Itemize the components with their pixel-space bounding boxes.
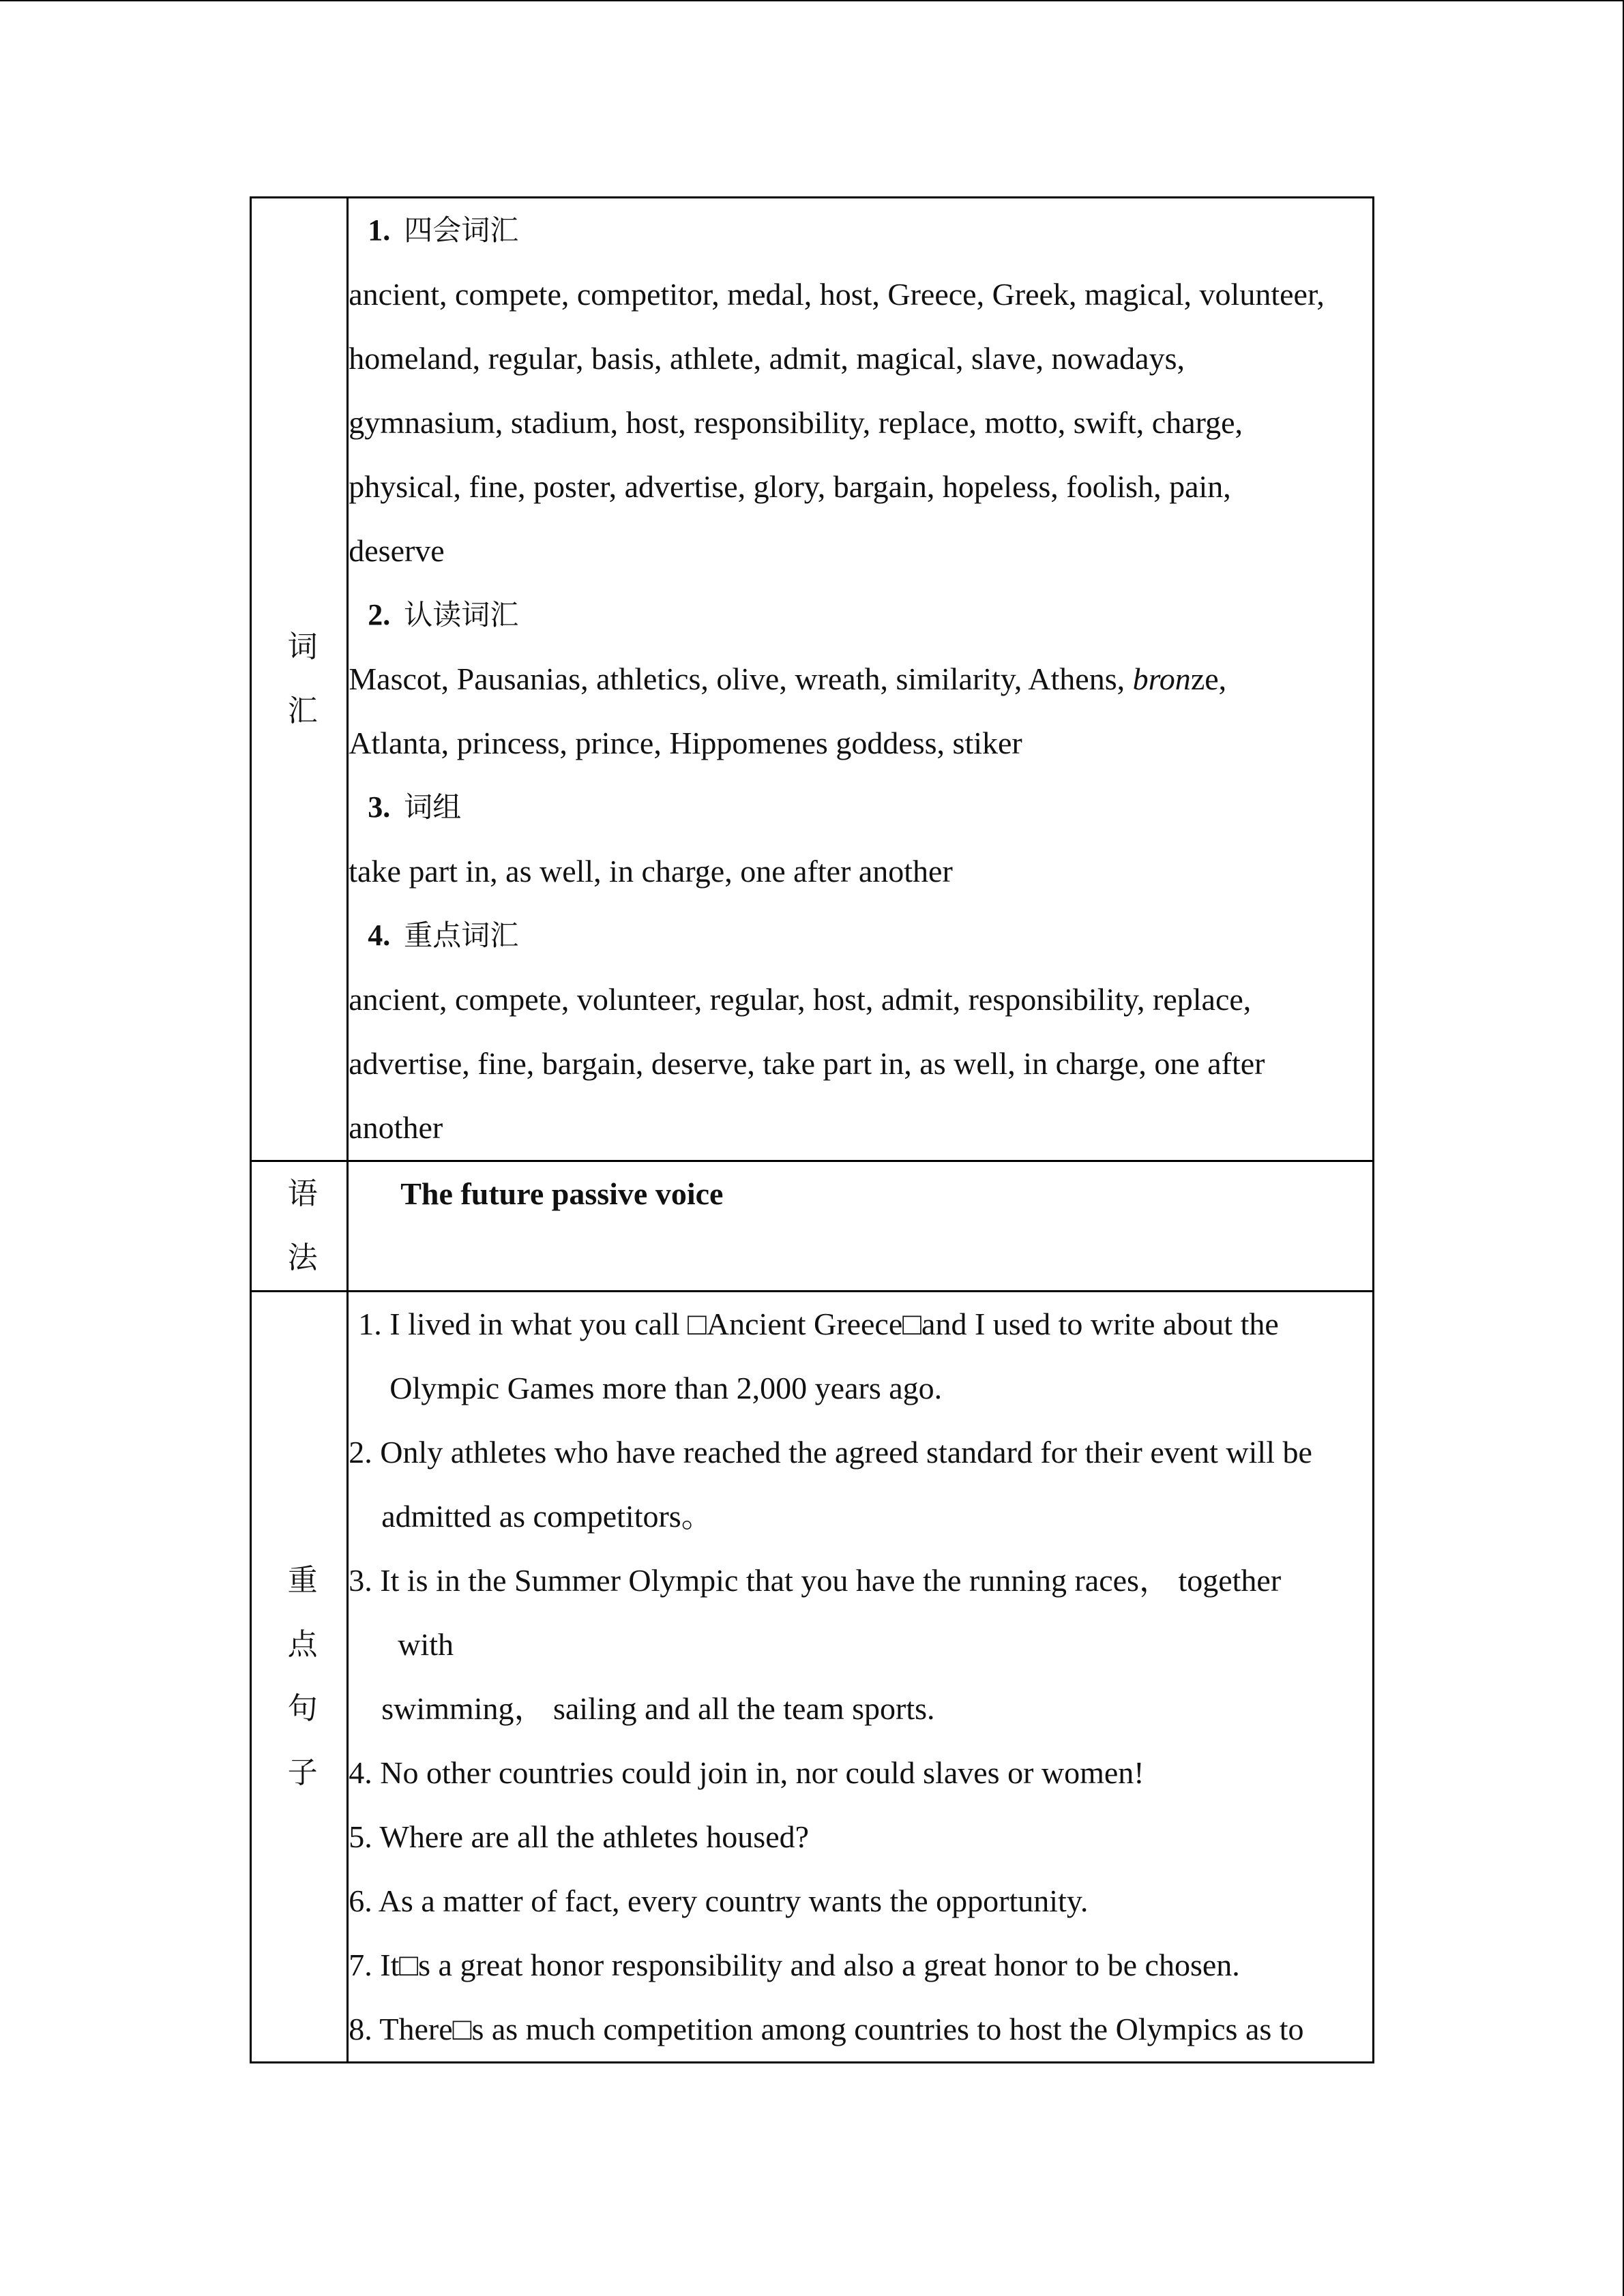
grammar-label-cell xyxy=(251,1161,348,1292)
label-char: 词 xyxy=(287,629,318,664)
section-number: 2. xyxy=(368,598,391,631)
sentence-line: 8. There□s as much competition among countries to host the Olympics as to xyxy=(349,2012,1304,2046)
text-segment: ze, xyxy=(1190,661,1227,696)
section-number: 1. xyxy=(368,213,391,247)
sentences-content-cell xyxy=(348,1292,1374,2063)
sentence-line: with xyxy=(398,1627,454,1662)
page-top-border xyxy=(0,0,1624,1)
sentence-line: Olympic Games more than 2,000 years ago. xyxy=(389,1371,943,1405)
text-line: Atlanta, princess, prince, Hippomenes goddess, stiker xyxy=(349,726,1022,760)
text-line: physical, fine, poster, advertise, glory, bargain, hopeless, foolish, pain, xyxy=(349,469,1231,504)
sentence-line: admitted as competitors。 xyxy=(381,1499,713,1534)
sentence-line: 1. I lived in what you call □Ancient Greece□and I used to write about the xyxy=(358,1307,1279,1341)
italic-segment: bron xyxy=(1132,661,1191,696)
sentence-line: 4. No other countries could join in, nor could slaves or women! xyxy=(349,1755,1145,1790)
text-line: ancient, compete, volunteer, regular, host, admit, responsibility, replace, xyxy=(349,982,1252,1017)
sentence-line: 2. Only athletes who have reached the agreed standard for their event will be xyxy=(349,1435,1312,1470)
section-heading xyxy=(349,583,1372,647)
grammar-row xyxy=(251,1161,1374,1292)
section-heading xyxy=(349,198,1372,263)
section-title: 重点词汇 xyxy=(404,919,519,952)
grammar-text: The future passive voice xyxy=(400,1176,724,1211)
text-line: another xyxy=(349,1110,443,1145)
vocabulary-content-cell xyxy=(348,198,1374,1161)
section-title: 词组 xyxy=(404,790,462,824)
sentence-line: 3. It is in the Summer Olympic that you have the running races， together xyxy=(349,1563,1282,1598)
sentence-line: 6. As a matter of fact, every country wants the opportunity. xyxy=(349,1883,1089,1918)
sentences-label-cell xyxy=(251,1292,348,2063)
sentences-row xyxy=(251,1292,1374,2063)
text-line: homeland, regular, basis, athlete, admit, magical, slave, nowadays, xyxy=(349,341,1185,376)
label-char: 子 xyxy=(287,1755,318,1790)
text-segment: Mascot, Pausanias, athletics, olive, wreath, similarity, Athens, xyxy=(349,661,1133,696)
text-line: advertise, fine, bargain, deserve, take part in, as well, in charge, one after xyxy=(349,1046,1265,1081)
label-char: 语 xyxy=(287,1176,318,1211)
sentences-label xyxy=(281,1549,318,1805)
text-line: ancient, compete, competitor, medal, host, Greece, Greek, magical, volunteer, xyxy=(349,277,1325,312)
label-char: 点 xyxy=(287,1627,318,1662)
vocabulary-label xyxy=(281,615,318,743)
grammar-content-cell xyxy=(348,1161,1374,1292)
label-char: 重 xyxy=(287,1563,318,1598)
text-line: take part in, as well, in charge, one after another xyxy=(349,854,953,889)
vocabulary-row xyxy=(251,198,1374,1161)
text-line: deserve xyxy=(349,533,445,568)
label-char: 法 xyxy=(287,1240,318,1275)
lesson-summary-table xyxy=(250,196,1374,2063)
sentence-line: swimming， sailing and all the team sports. xyxy=(381,1691,935,1726)
text-line: gymnasium, stadium, host, responsibility, replace, motto, swift, charge, xyxy=(349,405,1243,440)
label-char: 汇 xyxy=(287,694,318,728)
section-heading xyxy=(349,775,1372,839)
section-number: 3. xyxy=(368,790,391,824)
text-line xyxy=(349,647,1372,711)
sentence-line: 5. Where are all the athletes housed? xyxy=(349,1819,810,1854)
section-number: 4. xyxy=(368,919,391,952)
sentence-line: 7. It□s a great honor responsibility and also a great honor to be chosen. xyxy=(349,1948,1240,1982)
label-char: 句 xyxy=(287,1691,318,1726)
section-title: 四会词汇 xyxy=(404,213,519,247)
grammar-label xyxy=(281,1162,318,1290)
section-heading xyxy=(349,904,1372,968)
section-title: 认读词汇 xyxy=(404,598,519,631)
vocabulary-label-cell xyxy=(251,198,348,1161)
